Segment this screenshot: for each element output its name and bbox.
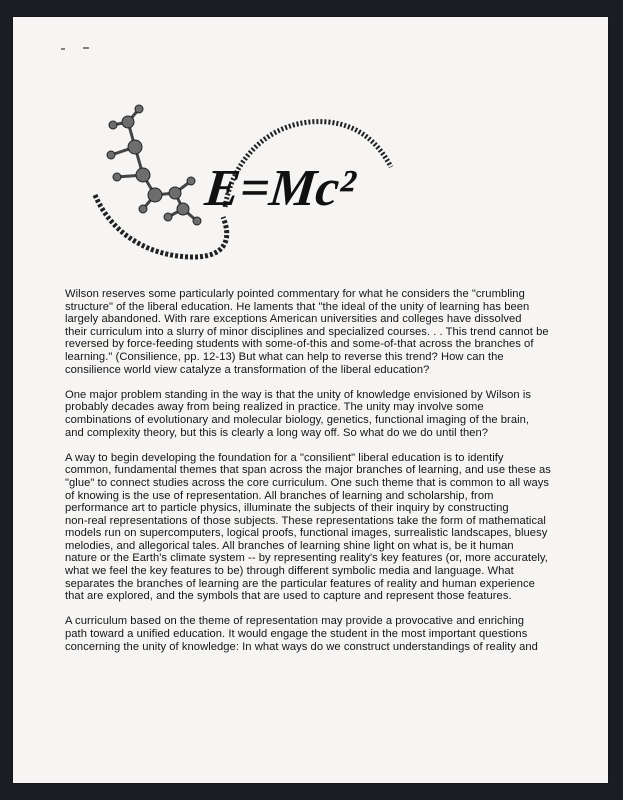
text-line: and complexity theory, but this is clearly a long way off. So what do we do until then? xyxy=(65,426,489,439)
text-line: what we feel the key features to be) through different symbolic media and language. What xyxy=(65,565,514,578)
text-line: models run on supercomputers, logical proofs, functional images, surrealistic landscapes, bluesy xyxy=(65,527,548,540)
equation-text: E=Mc² xyxy=(202,160,358,217)
text-line: A curriculum based on the theme of representation may provide a provocative and enriching xyxy=(65,615,525,628)
text-line: common, fundamental themes that span across the major branches of learning, and use these as xyxy=(65,464,551,477)
molecule-icon xyxy=(107,105,201,225)
paragraph-4 xyxy=(65,615,582,653)
document-page xyxy=(13,17,608,783)
text-line: path toward a unified education. It would engage the student in the most important questions xyxy=(65,628,528,641)
header-graphic xyxy=(73,97,403,277)
text-line: non-real representations of those subjects. These representations take the form of mathematical xyxy=(65,514,546,527)
text-line: consilience world view catalyze a transformation of the liberal education? xyxy=(65,363,430,376)
text-line: largely abandoned. With rare exceptions American universities and colleges have dissolved xyxy=(65,313,522,326)
text-line: separates the branches of learning are the particular features of reality and human experience xyxy=(65,577,535,590)
text-line: A way to begin developing the foundation for a "consilient" liberal education is to identify xyxy=(65,451,504,464)
text-line: nature or the Earth's climate system -- by representing reality's key features (or, more accurately, xyxy=(65,552,548,565)
text-line: of knowing is the use of representation. All branches of learning and scholarship, from xyxy=(65,489,494,502)
text-line: learning." (Consilience, pp. 12-13) But what can help to reverse this trend? How can the xyxy=(65,350,504,363)
text-line: One major problem standing in the way is that the unity of knowledge envisioned by Wilson is xyxy=(65,388,532,401)
text-line: structure" of the liberal education. He laments that "the ideal of the unity of learning has been xyxy=(65,300,530,313)
article-body xyxy=(65,288,582,666)
text-line: reversed by force-feeding students with some-of-this and some-of-that across the branches of xyxy=(65,338,534,351)
text-line: performance art to particle physics, illuminate the subjects of their inquiry by constructing xyxy=(65,502,509,515)
text-line: that are explored, and the symbols that are used to capture and represent those features. xyxy=(65,590,512,603)
text-line: melodies, and allegorical tales. All branches of learning shine light on what is, be it human xyxy=(65,539,514,552)
text-line: Wilson reserves some particularly pointed commentary for what he considers the "crumbling xyxy=(65,288,525,300)
text-line: concerning the unity of knowledge: In what ways do we construct understandings of reality and xyxy=(65,640,538,653)
paragraph-2 xyxy=(65,389,582,439)
text-line: combinations of evolutionary and molecular biology, genetics, functional imaging of the brain, xyxy=(65,413,530,426)
text-line: their curriculum into a slurry of minor disciplines and specialized courses. . . This trend cannot be xyxy=(65,325,549,338)
scan-mark xyxy=(61,46,91,52)
paragraph-1 xyxy=(65,288,582,376)
text-line: "glue" to connect studies across the core curriculum. One such theme that is common to all ways xyxy=(65,476,550,489)
text-line: probably decades away from being realized in practice. The unity may involve some xyxy=(65,401,484,414)
paragraph-3 xyxy=(65,452,582,603)
